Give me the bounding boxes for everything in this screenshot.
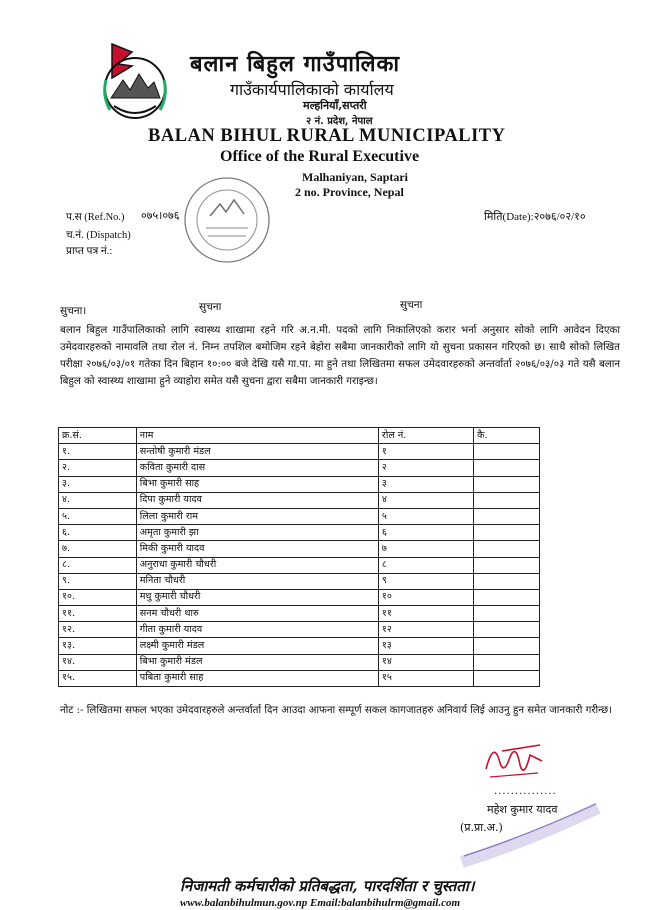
table-row (59, 557, 540, 573)
address-english-line2: 2 no. Province, Nepal (295, 185, 404, 199)
name-cell: पबिता कुमारी साह (136, 670, 378, 686)
signature-line: ............... (494, 786, 557, 797)
roll-cell: ३ (378, 476, 473, 492)
name-cell: अनुराधा कुमारी चौधरी (136, 557, 378, 573)
remarks-cell (474, 557, 540, 573)
roll-cell: ६ (378, 525, 473, 541)
reference-number-value: ०७५।०७६ (141, 209, 180, 222)
roll-cell: १३ (378, 638, 473, 654)
name-cell: बिभा कुमारी मंडल (136, 654, 378, 670)
signer-name: महेश कुमार यादव (487, 803, 558, 816)
serial-cell: १. (59, 444, 137, 460)
roll-cell: ४ (378, 492, 473, 508)
notice-paragraph: बलान बिहुल गाउँपालिकाको लागि स्वास्थ्य शाखामा रहने गरि अ.न.मी. पदको लागि निकालिएको करार भर्ना अनुसार सोको लागि आवेदन दिएका उमेदवारहरुको नामावलि तथा रोल नं. निम्न तपशिल बमोजिम रहने बेहोरा सबैमा जानकारीको लागि यो सुचना प्रकासन गरिएको छ। साथै सोको लिखित परीक्षा २०७६/०३/०१ गतेका दिन बिहान १०:०० बजे देखि यसै गा.पा. मा हुने तथा लिखितमा सफल उमेदवारहरुको अन्तर्वार्ता २०७६/०३/०३ गते यसै बलान बिहुल को स्वास्थ्य शाखामा हुने व्याहोरा समेत यसै सुचना द्वारा सबैमा जानकारी गराइन्छ। (60, 325, 620, 387)
received-letter-label: प्राप्त पत्र नं.: (66, 246, 113, 257)
notice-heading-2: सुचना (199, 301, 222, 313)
roll-cell: ८ (378, 557, 473, 573)
table-row (59, 508, 540, 524)
signer-title: (प्र.प्रा.अ.) (460, 821, 503, 834)
serial-cell: ११. (59, 606, 137, 622)
table-row (59, 622, 540, 638)
footer-slogan: निजामती कर्मचारीको प्रतिबद्धता, पारदर्शिता र चुस्तता। (180, 877, 475, 895)
table-row (59, 541, 540, 557)
header-remarks: कै. (474, 428, 540, 444)
name-cell: लिला कुमारी राम (136, 508, 378, 524)
serial-cell: १५. (59, 670, 137, 686)
table-row (59, 606, 540, 622)
header-name: नाम (136, 428, 378, 444)
remarks-cell (474, 589, 540, 605)
office-stamp (182, 174, 272, 266)
remarks-cell (474, 460, 540, 476)
reference-number-label: प.स (Ref.No.) (66, 212, 125, 223)
office-title-nepali: गाउँकार्यपालिकाको कार्यालय (230, 80, 394, 99)
address-nepali-line2: २ नं. प्रदेश, नेपाल (306, 116, 373, 127)
table-row (59, 444, 540, 460)
header-roll: रोल नं. (378, 428, 473, 444)
roll-cell: ११ (378, 606, 473, 622)
table-row (59, 589, 540, 605)
name-cell: सन्तोषी कुमारी मंडल (136, 444, 378, 460)
table-row (59, 573, 540, 589)
roll-cell: १५ (378, 670, 473, 686)
serial-cell: १०. (59, 589, 137, 605)
remarks-cell (474, 492, 540, 508)
name-cell: मधु कुमारी चौधरी (136, 589, 378, 605)
table-row (59, 525, 540, 541)
remarks-cell (474, 573, 540, 589)
candidate-table (58, 427, 540, 687)
municipality-title-english: BALAN BIHUL RURAL MUNICIPALITY (148, 126, 506, 146)
roll-cell: ७ (378, 541, 473, 557)
address-english-line1: Malhaniyan, Saptari (302, 170, 409, 184)
remarks-cell (474, 670, 540, 686)
municipality-emblem (96, 40, 174, 122)
serial-cell: २. (59, 460, 137, 476)
address-nepali-line1: मल्हनियाँ,सप्तरी (303, 99, 367, 112)
serial-cell: ७. (59, 541, 137, 557)
name-cell: मिकी कुमारी यादव (136, 541, 378, 557)
name-cell: लक्ष्मी कुमारी मंडल (136, 638, 378, 654)
header-serial: क्र.सं. (59, 428, 137, 444)
name-cell: अमृता कुमारी झा (136, 525, 378, 541)
municipality-title-nepali: बलान बिहुल गाउँपालिका (190, 51, 401, 77)
name-cell: कविता कुमारी दास (136, 460, 378, 476)
name-cell: सनम चौधरी थारु (136, 606, 378, 622)
document-date: मिति(Date):२०७६/०२/१० (484, 211, 586, 223)
serial-cell: ५. (59, 508, 137, 524)
roll-cell: २ (378, 460, 473, 476)
remarks-cell (474, 508, 540, 524)
table-row (59, 670, 540, 686)
serial-cell: ३. (59, 476, 137, 492)
table-row (59, 476, 540, 492)
table-row (59, 654, 540, 670)
dispatch-number-label: च.नं. (Dispatch) (66, 230, 131, 241)
name-cell: गीता कुमारी यादव (136, 622, 378, 638)
roll-cell: १४ (378, 654, 473, 670)
remarks-cell (474, 622, 540, 638)
serial-cell: १४. (59, 654, 137, 670)
name-cell: मनिता चौधरी (136, 573, 378, 589)
serial-cell: ४. (59, 492, 137, 508)
remarks-cell (474, 525, 540, 541)
roll-cell: १० (378, 589, 473, 605)
remarks-cell (474, 476, 540, 492)
roll-cell: ५ (378, 508, 473, 524)
footnote: नोट :- लिखितमा सफल भएका उमेदवारहरुले अन्तर्वार्ता दिन आउदा आफना सम्पूर्ण सकल कागजातहरु अनिवार्य लिई आउनु हुन समेत जानकारी गरीन्छ। (60, 705, 613, 716)
remarks-cell (474, 638, 540, 654)
serial-cell: १३. (59, 638, 137, 654)
remarks-cell (474, 444, 540, 460)
remarks-cell (474, 654, 540, 670)
serial-cell: ८. (59, 557, 137, 573)
serial-cell: ६. (59, 525, 137, 541)
signature (480, 735, 552, 783)
name-cell: बिभा कुमारी साह (136, 476, 378, 492)
serial-cell: १२. (59, 622, 137, 638)
footer-contact: www.balanbihulmun.gov.np Email:balanbihulrm@gmail.com (180, 897, 461, 909)
serial-cell: ९. (59, 573, 137, 589)
table-row (59, 492, 540, 508)
table-header-row (59, 428, 540, 444)
roll-cell: १ (378, 444, 473, 460)
table-row (59, 460, 540, 476)
notice-heading-1: सुचना। (60, 305, 87, 317)
notice-heading-3: सुचना (400, 299, 423, 311)
office-title-english: Office of the Rural Executive (220, 148, 420, 165)
table-row (59, 638, 540, 654)
remarks-cell (474, 541, 540, 557)
roll-cell: १२ (378, 622, 473, 638)
name-cell: दिपा कुमारी यादव (136, 492, 378, 508)
remarks-cell (474, 606, 540, 622)
roll-cell: ९ (378, 573, 473, 589)
